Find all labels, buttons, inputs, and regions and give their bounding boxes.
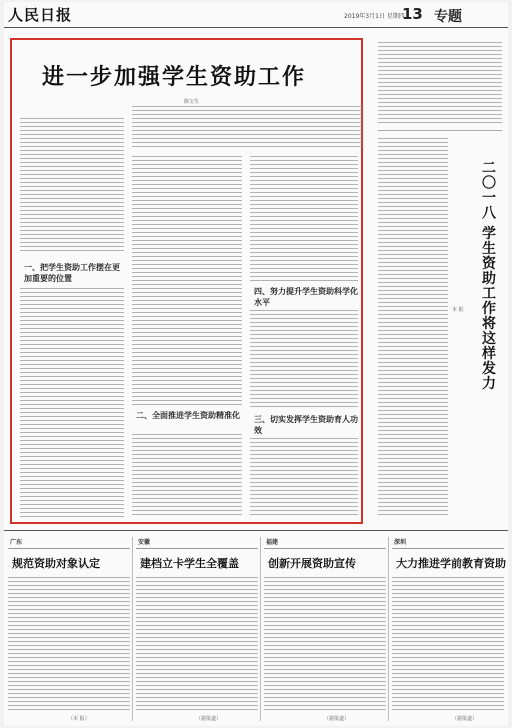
regional-story — [392, 537, 504, 723]
newspaper-logo: 人民日报 — [8, 6, 73, 24]
column-divider — [132, 537, 133, 721]
story-title: 规范资助对象认定 — [12, 557, 100, 570]
article-subhead: 四、努力提升学生资助科学化水平 — [254, 286, 358, 307]
article-text-block — [250, 310, 358, 410]
regional-story — [264, 537, 386, 723]
region-label: 深圳 — [394, 539, 407, 546]
article-subhead: 一、把学生资助工作摆在更加重要的位置 — [24, 262, 120, 283]
article-intro — [132, 106, 362, 148]
article-byline: 陈宝生 — [184, 99, 200, 105]
regional-news-strip — [4, 530, 508, 726]
regional-story — [136, 537, 258, 723]
sidebar-headline: 二〇一八 学生资助工作将这样发力 — [480, 160, 496, 391]
story-source: （据报道） — [196, 716, 222, 722]
section-name: 专题 — [434, 9, 462, 25]
article-text-block — [132, 434, 242, 518]
article-text-block — [20, 288, 124, 518]
newspaper-page — [4, 2, 508, 726]
masthead — [4, 2, 508, 28]
story-text — [8, 577, 130, 711]
story-text — [136, 577, 258, 711]
story-title: 建档立卡学生全覆盖 — [140, 557, 239, 570]
region-label: 福建 — [266, 539, 279, 546]
regional-story — [8, 537, 130, 723]
story-title: 大力推进学前教育资助 — [396, 557, 506, 570]
dateline: 2019年3月1日 星期四 — [344, 13, 405, 20]
article-text-block — [20, 118, 124, 254]
story-title: 创新开展资助宣传 — [268, 557, 356, 570]
sidebar-divider — [378, 130, 502, 131]
region-rule — [136, 548, 258, 549]
article-subhead: 二、全面推进学生资助精准化 — [136, 410, 240, 420]
story-source: （据报道） — [324, 716, 350, 722]
sidebar-text-block — [378, 138, 448, 518]
article-headline: 进一步加强学生资助工作 — [42, 64, 307, 90]
sidebar-byline: 本 报 — [452, 307, 464, 313]
sidebar-article — [370, 38, 506, 524]
column-divider — [388, 537, 389, 721]
column-divider — [260, 537, 261, 721]
article-text-block — [132, 156, 242, 406]
story-source: （本 报） — [68, 716, 90, 722]
article-text-block — [250, 438, 358, 518]
region-rule — [392, 548, 504, 549]
region-label: 安徽 — [138, 539, 151, 546]
region-rule — [264, 548, 386, 549]
article-text-block — [250, 156, 358, 282]
sidebar-intro — [378, 42, 502, 124]
story-text — [264, 577, 386, 711]
story-text — [392, 577, 504, 711]
article-subhead: 三、切实发挥学生资助育人功效 — [254, 414, 358, 435]
page-number: 13 — [402, 5, 423, 23]
region-label: 广东 — [10, 539, 23, 546]
region-rule — [8, 548, 130, 549]
feature-article — [10, 38, 363, 524]
story-source: （据报道） — [452, 716, 478, 722]
